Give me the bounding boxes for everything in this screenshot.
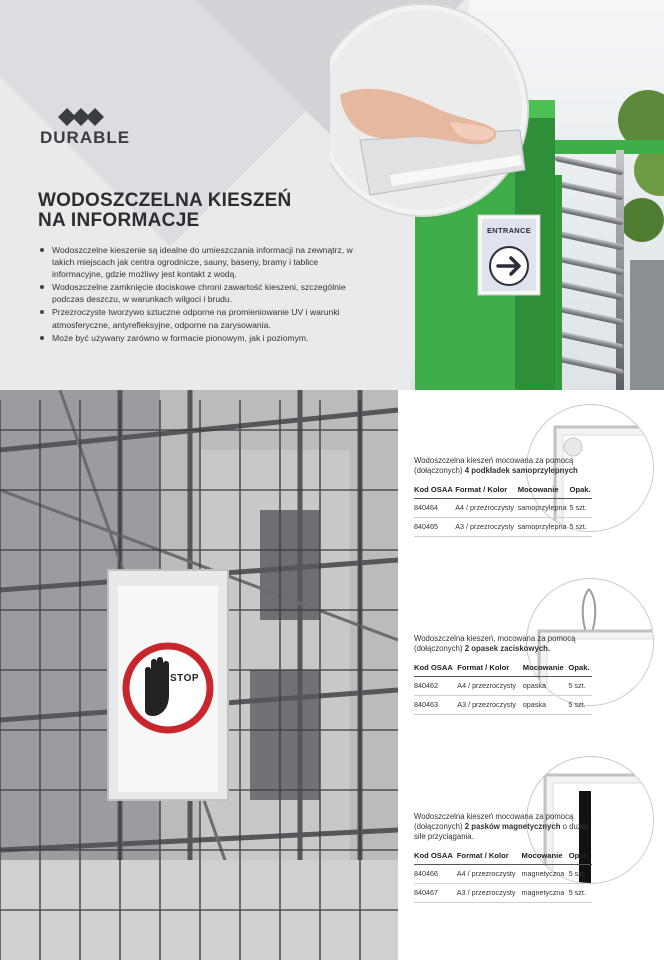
hero-section: [0, 0, 664, 390]
product-table: [414, 660, 592, 715]
column-header: Format / Kolor: [457, 660, 522, 677]
table-row: 840463 A3 / przezroczysty opaska 5 szt.: [414, 696, 592, 715]
column-header: Mocowanie: [523, 660, 569, 677]
stop-sign-label: STOP: [170, 673, 200, 684]
logo-wordmark: DURABLE: [40, 128, 131, 147]
column-header: Kod OSAA: [414, 660, 457, 677]
product-block: [414, 456, 592, 537]
column-header: Kod OSAA: [414, 848, 457, 865]
construction-photo: [0, 390, 398, 960]
table-row: 840467 A3 / przezroczysty magnetyczna 5 szt.: [414, 884, 592, 903]
feature-list: [38, 244, 368, 345]
product-description: Wodoszczelna kieszeń mocowana za pomocą (dołączonych) 2 pasków magnetycznych o dużej sile przyciągania.: [414, 812, 588, 841]
feature-item: Przezroczyste tworzywo sztuczne odporne na promieniowanie UV i warunki atmosferyczne, antyrefleksyjne, odporne na zarysowania.: [38, 306, 368, 330]
product-block: [414, 634, 592, 715]
table-row: 840462 A4 / przezroczysty opaska 5 szt.: [414, 677, 592, 696]
column-header: Opak.: [569, 848, 592, 865]
product-table: [414, 482, 592, 537]
table-row: 840465 A3 / przezroczysty samoprzylepna 5 szt.: [414, 518, 592, 537]
hero-photo: [330, 0, 664, 390]
page-title: WODOSZCZELNA KIESZEŃ: [38, 190, 292, 211]
table-row: 840466 A4 / przezroczysty magnetyczna 5 szt.: [414, 865, 592, 884]
table-row: 840464 A4 / przezroczysty samoprzylepna 5 szt.: [414, 499, 592, 518]
product-table: [414, 848, 592, 903]
feature-item: Wodoszczelne zamknięcie dociskowe chroni zawartość kieszeni, szczególnie podczas deszczu, w warunkach wilgoci i brudu.: [38, 281, 368, 305]
durable-logo: [40, 108, 130, 148]
feature-item: Może być używany zarówno w formacie pionowym, jak i poziomym.: [38, 332, 368, 344]
durable-logo-icon: [58, 108, 118, 126]
feature-item: Wodoszczelne kieszenie są idealne do umieszczania informacji na zewnątrz, w takich miejscach jak centra ogrodnicze, sauny, baseny, bramy i tablice informacyjne, gdzie możliwy jest kontakt z wodą.: [38, 244, 368, 280]
column-header: Format / Kolor: [455, 482, 517, 499]
entrance-sign: ENTRANCE: [486, 226, 532, 235]
product-description: Wodoszczelna kieszeń, mocowana za pomocą (dołączonych) 2 opasek zaciskowych.: [414, 634, 576, 653]
column-header: Opak.: [570, 482, 592, 499]
product-description: Wodoszczelna kieszeń mocowana za pomocą (dołączonych) 4 podkładek samoprzylepnych: [414, 456, 578, 475]
column-header: Mocowanie: [518, 482, 570, 499]
column-header: Mocowanie: [522, 848, 569, 865]
column-header: Format / Kolor: [457, 848, 522, 865]
column-header: Kod OSAA: [414, 482, 455, 499]
column-header: Opak.: [568, 660, 592, 677]
page-subtitle: NA INFORMACJE: [38, 210, 200, 231]
product-block: [414, 812, 592, 903]
